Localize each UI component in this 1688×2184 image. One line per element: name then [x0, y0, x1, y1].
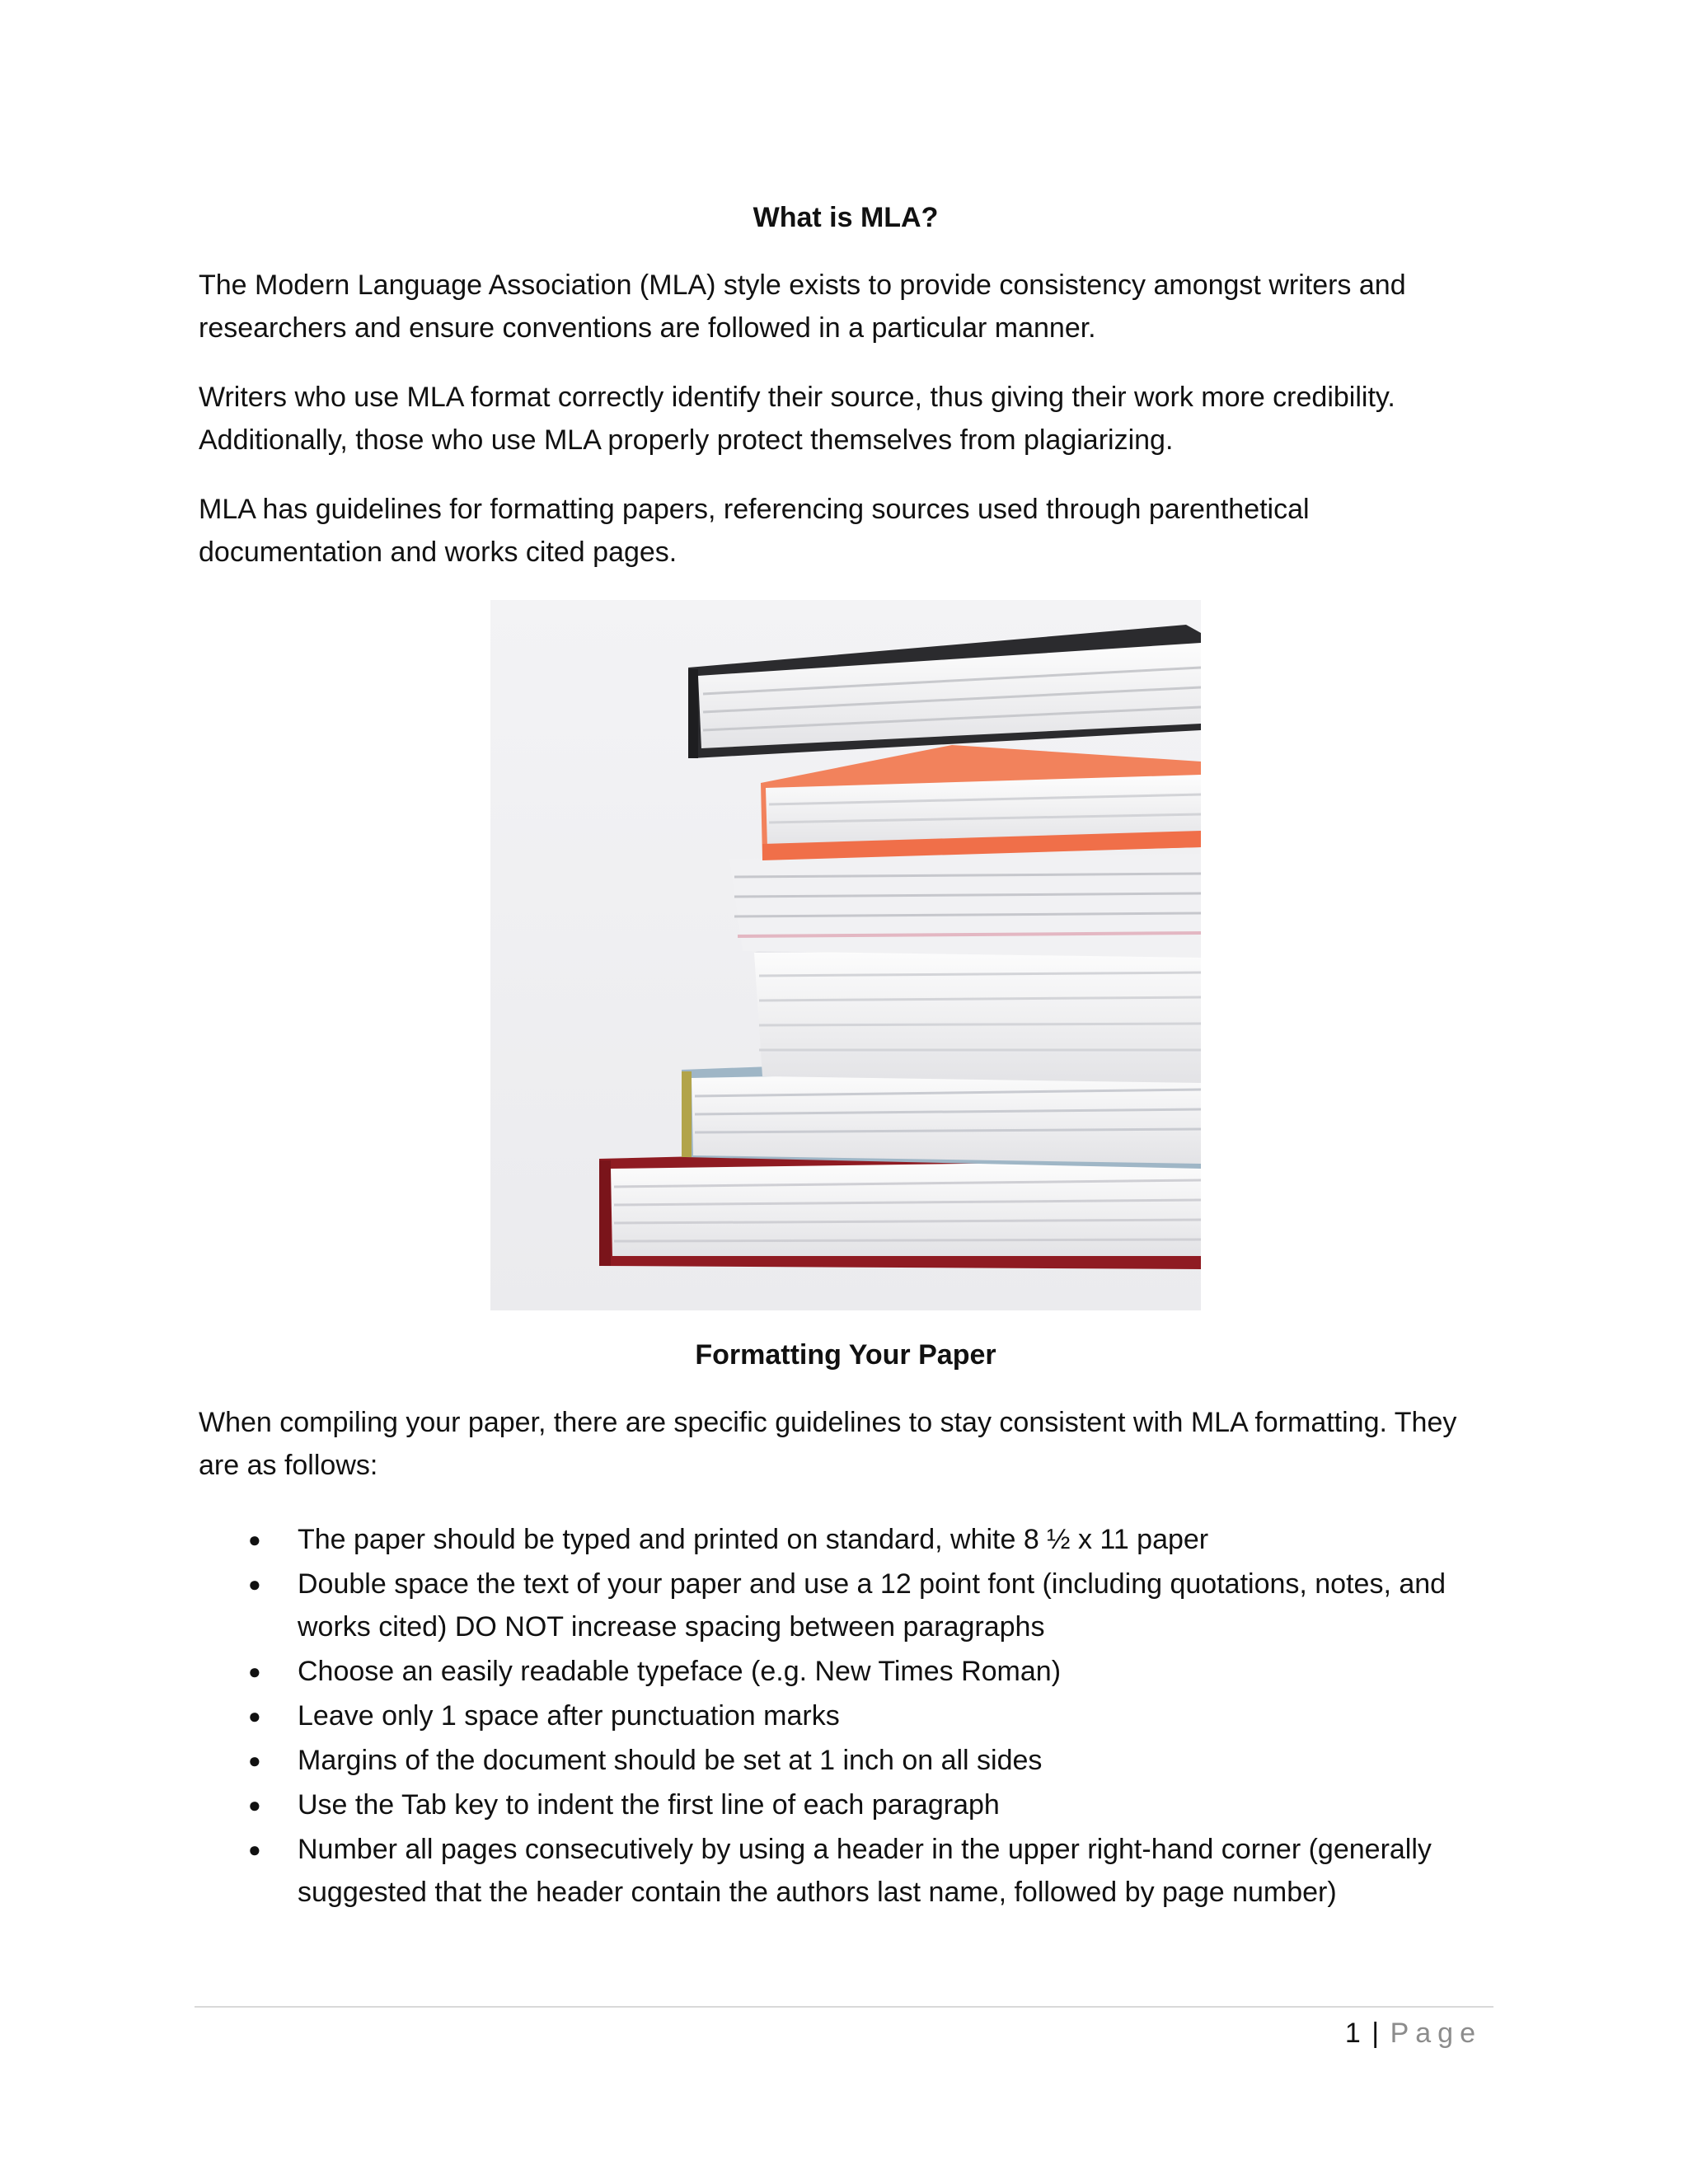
list-item [199, 1563, 1493, 1648]
guidelines-list [199, 1518, 1493, 1914]
page-footer [1345, 2013, 1482, 2053]
white-book [754, 941, 1201, 1083]
section-heading: Formatting Your Paper [695, 1339, 996, 1371]
bullet-icon: ● [248, 1793, 261, 1817]
list-item-text: The paper should be typed and printed on standard, white 8 ½ x 11 paper [298, 1524, 1209, 1555]
bullet-icon: ● [248, 1527, 261, 1552]
bullet-icon: ● [248, 1572, 261, 1596]
list-item-text: Leave only 1 space after punctuation marks [298, 1700, 840, 1732]
page-label: Page [1390, 2018, 1482, 2049]
list-item [199, 1518, 1493, 1561]
list-item-text: Use the Tab key to indent the first line of each paragraph [298, 1789, 1000, 1821]
stack-of-books-image [490, 600, 1201, 1310]
list-item-text: Margins of the document should be set at 1 inch on all sides [298, 1745, 1043, 1776]
bullet-icon: ● [248, 1837, 261, 1862]
list-item-text: Number all pages consecutively by using a header in the upper right-hand corner (generally suggested that the header contain the authors last name, followed by page number) [298, 1834, 1432, 1908]
section-intro: When compiling your paper, there are specific guidelines to stay consistent with MLA formatting. They are as follows: [199, 1407, 1457, 1481]
grey-book [729, 854, 1201, 958]
page-number: 1 [1344, 2018, 1361, 2049]
list-item-text: Double space the text of your paper and use a 12 point font (including quotations, notes, and works cited) DO NOT increase spacing between paragraphs [298, 1568, 1447, 1643]
paragraph: Writers who use MLA format correctly identify their source, thus giving their work more credibility. Additionally, those who use MLA properly protect themselves from plagiarizing. [199, 382, 1395, 456]
list-item [199, 1650, 1493, 1693]
list-item [199, 1694, 1493, 1737]
paragraph: The Modern Language Association (MLA) style exists to provide consistency amongst writers and researchers and ensure conventions are followed in a particular manner. [199, 269, 1406, 344]
page-title: What is MLA? [753, 202, 939, 233]
list-item-text: Choose an easily readable typeface (e.g. New Times Roman) [298, 1656, 1062, 1687]
list-item [199, 1739, 1493, 1782]
footer-divider [195, 2006, 1493, 2008]
list-item [199, 1828, 1493, 1914]
paragraph: MLA has guidelines for formatting papers, referencing sources used through parenthetical documentation and works cited pages. [199, 494, 1310, 568]
list-item [199, 1783, 1493, 1826]
bullet-icon: ● [248, 1659, 261, 1684]
footer-separator: | [1372, 2018, 1380, 2049]
document-body [199, 198, 1493, 1915]
books-illustration [490, 600, 1201, 1310]
bullet-icon: ● [248, 1748, 261, 1773]
bullet-icon: ● [248, 1704, 261, 1728]
